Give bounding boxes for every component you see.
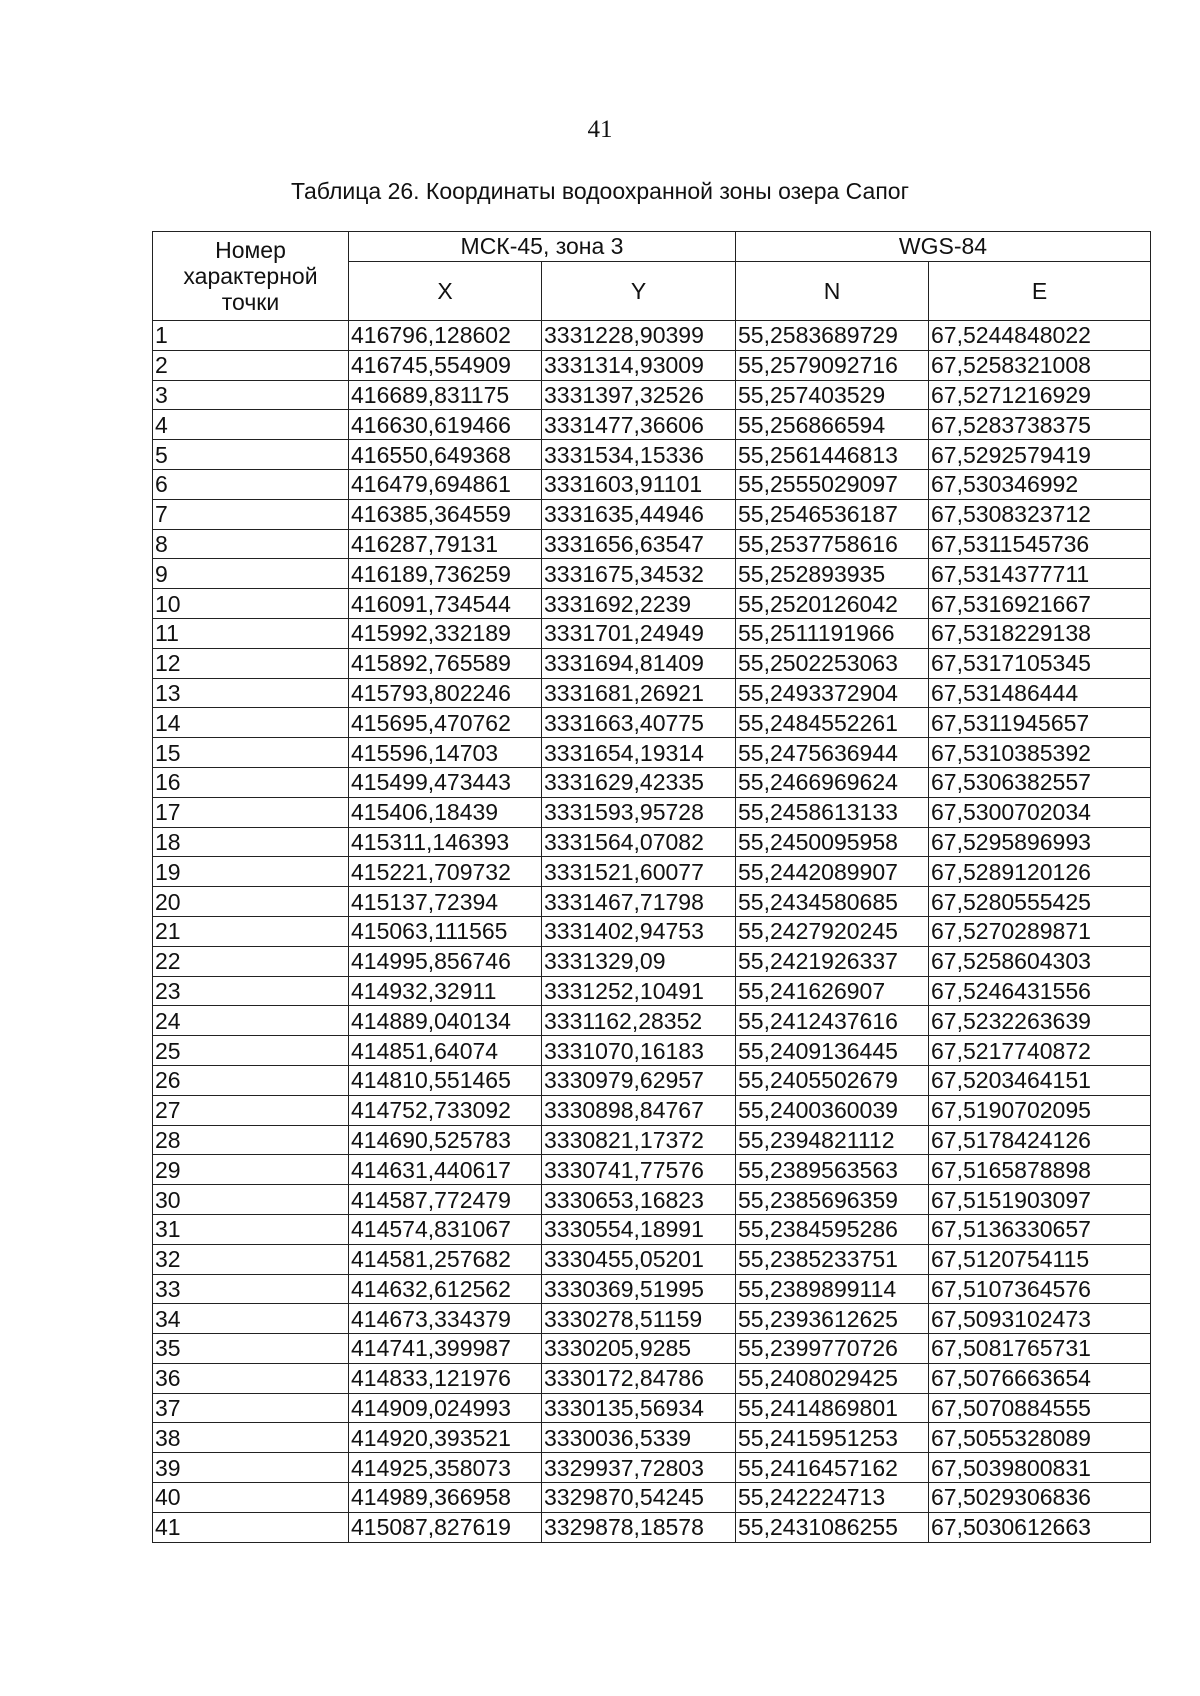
n-cell: 55,2484552261 <box>736 708 929 738</box>
y-header: Y <box>542 262 736 321</box>
table-row <box>153 1334 1151 1364</box>
point-number-cell: 8 <box>153 529 349 559</box>
table-body <box>153 321 1151 1543</box>
table-row <box>153 648 1151 678</box>
x-cell: 414995,856746 <box>349 946 542 976</box>
point-number-cell: 2 <box>153 350 349 380</box>
e-cell: 67,5246431556 <box>929 976 1151 1006</box>
point-number-cell: 25 <box>153 1036 349 1066</box>
table-row <box>153 1095 1151 1125</box>
n-cell: 55,2389899114 <box>736 1274 929 1304</box>
x-cell: 414932,32911 <box>349 976 542 1006</box>
page-number: 41 <box>587 116 613 143</box>
n-cell: 55,2384595286 <box>736 1214 929 1244</box>
e-cell: 67,5258604303 <box>929 946 1151 976</box>
table-row <box>153 1423 1151 1453</box>
y-cell: 3330821,17372 <box>542 1125 736 1155</box>
y-cell: 3331521,60077 <box>542 857 736 887</box>
table-row <box>153 946 1151 976</box>
y-cell: 3330554,18991 <box>542 1214 736 1244</box>
e-cell: 67,5311945657 <box>929 708 1151 738</box>
table-row <box>153 350 1151 380</box>
x-cell: 416630,619466 <box>349 410 542 440</box>
point-number-cell: 3 <box>153 380 349 410</box>
n-cell: 55,2442089907 <box>736 857 929 887</box>
y-cell: 3331635,44946 <box>542 499 736 529</box>
table-row <box>153 857 1151 887</box>
point-number-cell: 5 <box>153 440 349 470</box>
table-row <box>153 410 1151 440</box>
y-cell: 3331663,40775 <box>542 708 736 738</box>
table-row <box>153 1304 1151 1334</box>
y-cell: 3330898,84767 <box>542 1095 736 1125</box>
table-row <box>153 887 1151 917</box>
table-row <box>153 1512 1151 1542</box>
n-cell: 55,241626907 <box>736 976 929 1006</box>
e-cell: 67,5311545736 <box>929 529 1151 559</box>
point-number-cell: 12 <box>153 648 349 678</box>
point-number-cell: 31 <box>153 1214 349 1244</box>
y-cell: 3330278,51159 <box>542 1304 736 1334</box>
n-cell: 55,2400360039 <box>736 1095 929 1125</box>
point-number-cell: 28 <box>153 1125 349 1155</box>
x-cell: 415596,14703 <box>349 738 542 768</box>
y-cell: 3329937,72803 <box>542 1453 736 1483</box>
e-cell: 67,5310385392 <box>929 738 1151 768</box>
y-cell: 3331629,42335 <box>542 767 736 797</box>
x-cell: 416796,128602 <box>349 321 542 351</box>
n-cell: 55,2405502679 <box>736 1065 929 1095</box>
e-cell: 67,5070884555 <box>929 1393 1151 1423</box>
x-cell: 416550,649368 <box>349 440 542 470</box>
e-cell: 67,5217740872 <box>929 1036 1151 1066</box>
y-cell: 3331564,07082 <box>542 827 736 857</box>
x-cell: 415695,470762 <box>349 708 542 738</box>
point-number-cell: 24 <box>153 1006 349 1036</box>
table-row <box>153 1006 1151 1036</box>
y-cell: 3330455,05201 <box>542 1244 736 1274</box>
e-cell: 67,5178424126 <box>929 1125 1151 1155</box>
x-cell: 414690,525783 <box>349 1125 542 1155</box>
y-cell: 3331070,16183 <box>542 1036 736 1066</box>
x-cell: 415311,146393 <box>349 827 542 857</box>
point-number-cell: 13 <box>153 678 349 708</box>
n-cell: 55,2389563563 <box>736 1155 929 1185</box>
x-cell: 415499,473443 <box>349 767 542 797</box>
n-cell: 55,2458613133 <box>736 797 929 827</box>
point-number-cell: 36 <box>153 1363 349 1393</box>
n-cell: 55,2511191966 <box>736 618 929 648</box>
n-cell: 55,2414869801 <box>736 1393 929 1423</box>
n-cell: 55,2502253063 <box>736 648 929 678</box>
point-number-cell: 35 <box>153 1334 349 1364</box>
y-cell: 3329878,18578 <box>542 1512 736 1542</box>
n-cell: 55,2416457162 <box>736 1453 929 1483</box>
x-cell: 416287,79131 <box>349 529 542 559</box>
y-cell: 3331603,91101 <box>542 469 736 499</box>
e-cell: 67,5258321008 <box>929 350 1151 380</box>
e-cell: 67,5203464151 <box>929 1065 1151 1095</box>
x-cell: 415221,709732 <box>349 857 542 887</box>
point-number-cell: 27 <box>153 1095 349 1125</box>
x-cell: 416745,554909 <box>349 350 542 380</box>
x-cell: 416091,734544 <box>349 589 542 619</box>
y-cell: 3331701,24949 <box>542 618 736 648</box>
x-cell: 416479,694861 <box>349 469 542 499</box>
x-cell: 414833,121976 <box>349 1363 542 1393</box>
y-cell: 3331397,32526 <box>542 380 736 410</box>
x-cell: 414889,040134 <box>349 1006 542 1036</box>
y-cell: 3331675,34532 <box>542 559 736 589</box>
y-cell: 3331329,09 <box>542 946 736 976</box>
table-row <box>153 1393 1151 1423</box>
n-cell: 55,2579092716 <box>736 350 929 380</box>
n-cell: 55,242224713 <box>736 1483 929 1513</box>
y-cell: 3330979,62957 <box>542 1065 736 1095</box>
table-row <box>153 529 1151 559</box>
y-cell: 3329870,54245 <box>542 1483 736 1513</box>
e-header: E <box>929 262 1151 321</box>
n-cell: 55,252893935 <box>736 559 929 589</box>
e-cell: 67,5029306836 <box>929 1483 1151 1513</box>
table-row <box>153 1155 1151 1185</box>
y-cell: 3331228,90399 <box>542 321 736 351</box>
table-row <box>153 1483 1151 1513</box>
x-cell: 415406,18439 <box>349 797 542 827</box>
y-cell: 3330653,16823 <box>542 1185 736 1215</box>
y-cell: 3330135,56934 <box>542 1393 736 1423</box>
table-row <box>153 589 1151 619</box>
point-number-header: Номер характерной точки <box>153 232 349 321</box>
n-cell: 55,2412437616 <box>736 1006 929 1036</box>
e-cell: 67,5244848022 <box>929 321 1151 351</box>
point-number-cell: 16 <box>153 767 349 797</box>
point-number-cell: 9 <box>153 559 349 589</box>
table-row <box>153 767 1151 797</box>
y-cell: 3331692,2239 <box>542 589 736 619</box>
point-number-cell: 4 <box>153 410 349 440</box>
point-number-cell: 33 <box>153 1274 349 1304</box>
table-row <box>153 827 1151 857</box>
coordinates-table <box>152 231 1151 1543</box>
y-cell: 3330741,77576 <box>542 1155 736 1185</box>
y-cell: 3330369,51995 <box>542 1274 736 1304</box>
e-cell: 67,5076663654 <box>929 1363 1151 1393</box>
e-cell: 67,5107364576 <box>929 1274 1151 1304</box>
n-cell: 55,2427920245 <box>736 916 929 946</box>
y-cell: 3331694,81409 <box>542 648 736 678</box>
e-cell: 67,5316921667 <box>929 589 1151 619</box>
table-row <box>153 1214 1151 1244</box>
x-cell: 414741,399987 <box>349 1334 542 1364</box>
y-cell: 3331402,94753 <box>542 916 736 946</box>
x-cell: 416689,831175 <box>349 380 542 410</box>
table-row <box>153 1453 1151 1483</box>
table-row <box>153 738 1151 768</box>
point-number-cell: 30 <box>153 1185 349 1215</box>
y-cell: 3331593,95728 <box>542 797 736 827</box>
x-cell: 414920,393521 <box>349 1423 542 1453</box>
y-cell: 3331477,36606 <box>542 410 736 440</box>
n-cell: 55,2393612625 <box>736 1304 929 1334</box>
n-cell: 55,2493372904 <box>736 678 929 708</box>
x-cell: 416189,736259 <box>349 559 542 589</box>
n-cell: 55,2431086255 <box>736 1512 929 1542</box>
e-cell: 67,5120754115 <box>929 1244 1151 1274</box>
table-row <box>153 1065 1151 1095</box>
e-cell: 67,5289120126 <box>929 857 1151 887</box>
table-row <box>153 916 1151 946</box>
e-cell: 67,5190702095 <box>929 1095 1151 1125</box>
point-number-cell: 11 <box>153 618 349 648</box>
n-cell: 55,2583689729 <box>736 321 929 351</box>
point-number-cell: 34 <box>153 1304 349 1334</box>
point-number-cell: 6 <box>153 469 349 499</box>
n-cell: 55,2466969624 <box>736 767 929 797</box>
point-number-cell: 39 <box>153 1453 349 1483</box>
n-cell: 55,2537758616 <box>736 529 929 559</box>
n-cell: 55,2415951253 <box>736 1423 929 1453</box>
y-cell: 3331162,28352 <box>542 1006 736 1036</box>
x-cell: 414632,612562 <box>349 1274 542 1304</box>
e-cell: 67,5292579419 <box>929 440 1151 470</box>
point-number-cell: 10 <box>153 589 349 619</box>
e-cell: 67,5165878898 <box>929 1155 1151 1185</box>
y-cell: 3330036,5339 <box>542 1423 736 1453</box>
point-number-cell: 40 <box>153 1483 349 1513</box>
x-cell: 414925,358073 <box>349 1453 542 1483</box>
x-cell: 415137,72394 <box>349 887 542 917</box>
point-number-cell: 14 <box>153 708 349 738</box>
n-cell: 55,2520126042 <box>736 589 929 619</box>
y-cell: 3331314,93009 <box>542 350 736 380</box>
table-row <box>153 321 1151 351</box>
point-number-cell: 23 <box>153 976 349 1006</box>
n-cell: 55,2409136445 <box>736 1036 929 1066</box>
x-cell: 415992,332189 <box>349 618 542 648</box>
x-cell: 415087,827619 <box>349 1512 542 1542</box>
table-row <box>153 618 1151 648</box>
x-cell: 414909,024993 <box>349 1393 542 1423</box>
x-cell: 415793,802246 <box>349 678 542 708</box>
table-row <box>153 1244 1151 1274</box>
y-cell: 3331681,26921 <box>542 678 736 708</box>
n-header: N <box>736 262 929 321</box>
table-row <box>153 1125 1151 1155</box>
table-row <box>153 499 1151 529</box>
table-row <box>153 1036 1151 1066</box>
table-title: Таблица 26. Координаты водоохранной зоны озера Сапог <box>291 178 909 204</box>
n-cell: 55,2421926337 <box>736 946 929 976</box>
n-cell: 55,2434580685 <box>736 887 929 917</box>
y-cell: 3331656,63547 <box>542 529 736 559</box>
table-row <box>153 797 1151 827</box>
table-row <box>153 440 1151 470</box>
e-cell: 67,5093102473 <box>929 1304 1151 1334</box>
e-cell: 67,5283738375 <box>929 410 1151 440</box>
point-number-cell: 22 <box>153 946 349 976</box>
msk-header: МСК-45, зона 3 <box>349 232 736 262</box>
y-cell: 3330172,84786 <box>542 1363 736 1393</box>
e-cell: 67,5030612663 <box>929 1512 1151 1542</box>
y-cell: 3331534,15336 <box>542 440 736 470</box>
point-number-cell: 38 <box>153 1423 349 1453</box>
y-cell: 3331654,19314 <box>542 738 736 768</box>
table-row <box>153 708 1151 738</box>
n-cell: 55,2394821112 <box>736 1125 929 1155</box>
table-row <box>153 380 1151 410</box>
point-number-cell: 7 <box>153 499 349 529</box>
e-cell: 67,5271216929 <box>929 380 1151 410</box>
n-cell: 55,2561446813 <box>736 440 929 470</box>
x-cell: 414574,831067 <box>349 1214 542 1244</box>
e-cell: 67,5308323712 <box>929 499 1151 529</box>
point-number-cell: 26 <box>153 1065 349 1095</box>
x-cell: 414989,366958 <box>349 1483 542 1513</box>
point-number-cell: 41 <box>153 1512 349 1542</box>
point-number-cell: 15 <box>153 738 349 768</box>
n-cell: 55,2385233751 <box>736 1244 929 1274</box>
e-cell: 67,5136330657 <box>929 1214 1151 1244</box>
y-cell: 3330205,9285 <box>542 1334 736 1364</box>
point-number-cell: 17 <box>153 797 349 827</box>
x-cell: 414810,551465 <box>349 1065 542 1095</box>
table-row <box>153 559 1151 589</box>
e-cell: 67,5039800831 <box>929 1453 1151 1483</box>
e-cell: 67,5055328089 <box>929 1423 1151 1453</box>
point-number-cell: 19 <box>153 857 349 887</box>
e-cell: 67,5306382557 <box>929 767 1151 797</box>
table-row <box>153 976 1151 1006</box>
y-cell: 3331467,71798 <box>542 887 736 917</box>
x-cell: 414587,772479 <box>349 1185 542 1215</box>
point-number-cell: 18 <box>153 827 349 857</box>
wgs-header: WGS-84 <box>736 232 1151 262</box>
point-number-cell: 37 <box>153 1393 349 1423</box>
x-cell: 414752,733092 <box>349 1095 542 1125</box>
table-row <box>153 1185 1151 1215</box>
n-cell: 55,2475636944 <box>736 738 929 768</box>
n-cell: 55,2546536187 <box>736 499 929 529</box>
x-header: X <box>349 262 542 321</box>
table-row <box>153 1274 1151 1304</box>
e-cell: 67,5081765731 <box>929 1334 1151 1364</box>
table-row <box>153 469 1151 499</box>
e-cell: 67,5314377711 <box>929 559 1151 589</box>
n-cell: 55,256866594 <box>736 410 929 440</box>
n-cell: 55,2450095958 <box>736 827 929 857</box>
e-cell: 67,5270289871 <box>929 916 1151 946</box>
x-cell: 415063,111565 <box>349 916 542 946</box>
n-cell: 55,257403529 <box>736 380 929 410</box>
x-cell: 416385,364559 <box>349 499 542 529</box>
x-cell: 415892,765589 <box>349 648 542 678</box>
n-cell: 55,2555029097 <box>736 469 929 499</box>
point-number-cell: 21 <box>153 916 349 946</box>
e-cell: 67,5232263639 <box>929 1006 1151 1036</box>
point-number-cell: 29 <box>153 1155 349 1185</box>
e-cell: 67,5317105345 <box>929 648 1151 678</box>
x-cell: 414581,257682 <box>349 1244 542 1274</box>
e-cell: 67,5151903097 <box>929 1185 1151 1215</box>
table-row <box>153 1363 1151 1393</box>
table-row <box>153 678 1151 708</box>
n-cell: 55,2385696359 <box>736 1185 929 1215</box>
e-cell: 67,530346992 <box>929 469 1151 499</box>
y-cell: 3331252,10491 <box>542 976 736 1006</box>
e-cell: 67,5295896993 <box>929 827 1151 857</box>
e-cell: 67,5280555425 <box>929 887 1151 917</box>
e-cell: 67,5318229138 <box>929 618 1151 648</box>
point-number-cell: 1 <box>153 321 349 351</box>
n-cell: 55,2408029425 <box>736 1363 929 1393</box>
point-number-cell: 20 <box>153 887 349 917</box>
x-cell: 414851,64074 <box>349 1036 542 1066</box>
point-number-cell: 32 <box>153 1244 349 1274</box>
e-cell: 67,531486444 <box>929 678 1151 708</box>
e-cell: 67,5300702034 <box>929 797 1151 827</box>
n-cell: 55,2399770726 <box>736 1334 929 1364</box>
x-cell: 414673,334379 <box>349 1304 542 1334</box>
x-cell: 414631,440617 <box>349 1155 542 1185</box>
